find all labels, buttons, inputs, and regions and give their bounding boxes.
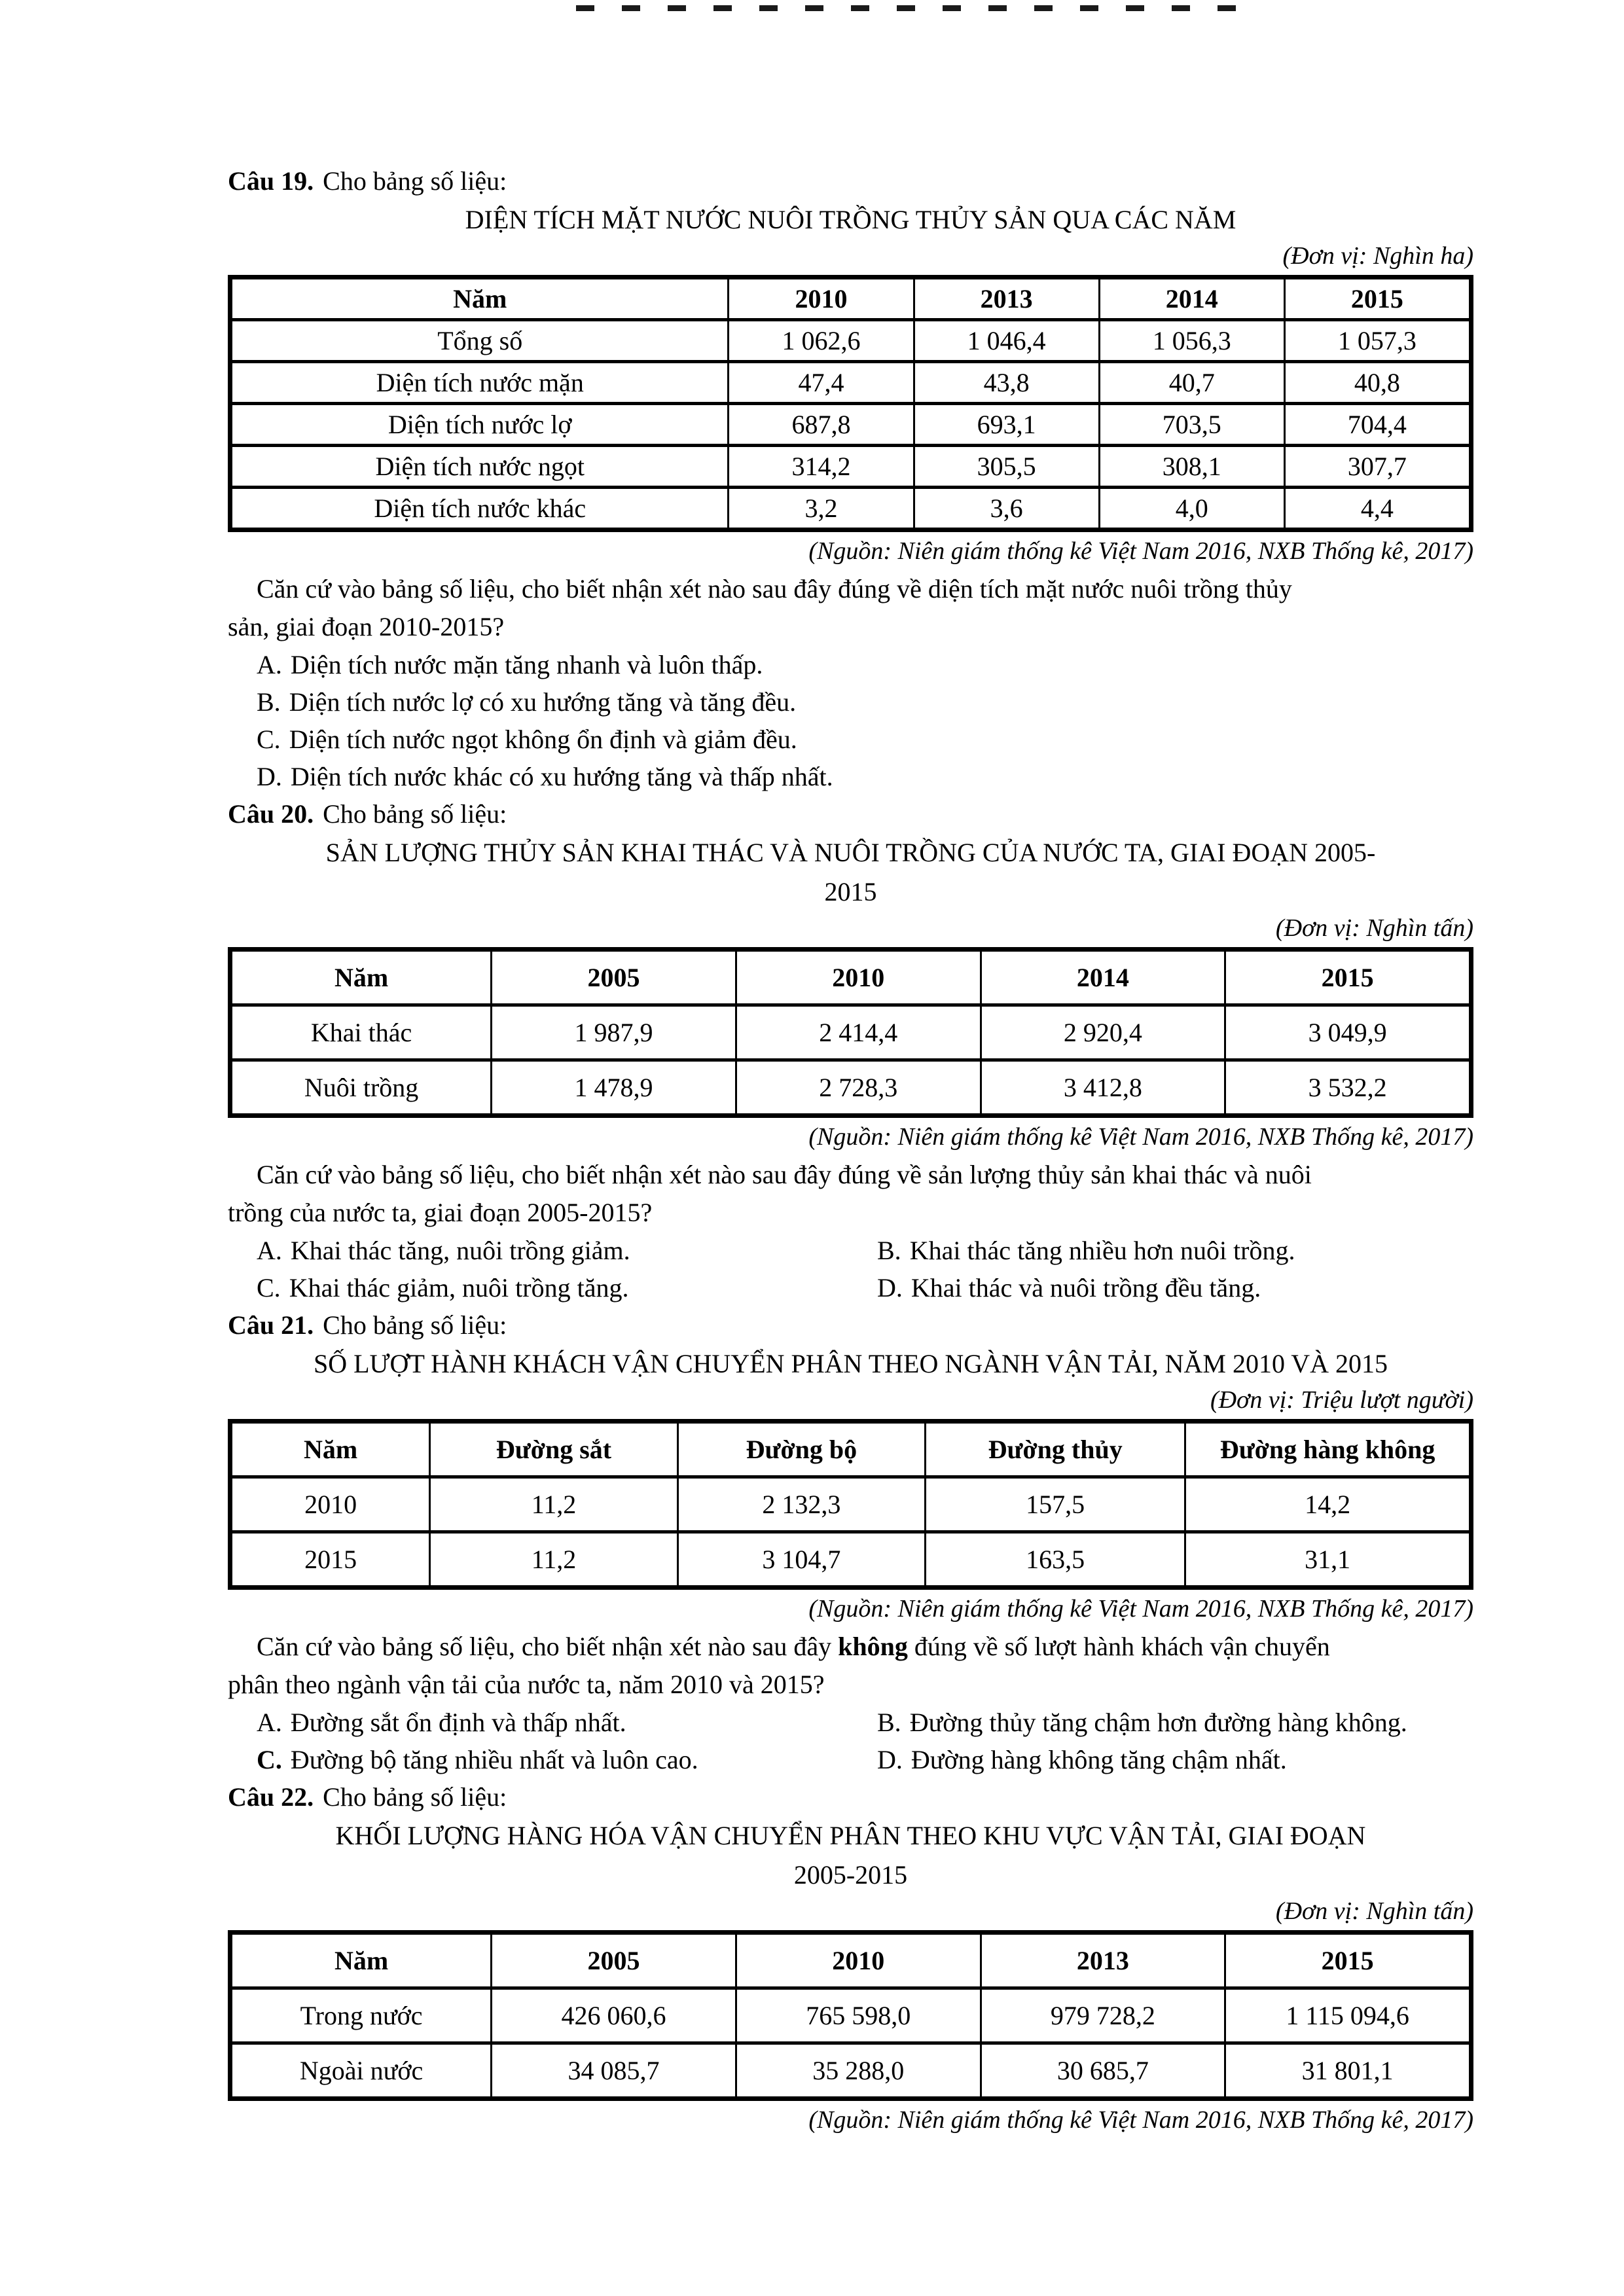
column-header: 2013 bbox=[914, 278, 1099, 320]
q20-option-c: C. Khai thác giảm, nuôi trồng tăng. bbox=[257, 1273, 629, 1302]
column-header: 2014 bbox=[1099, 278, 1284, 320]
q21-option-b: B. Đường thủy tăng chậm hơn đường hàng không. bbox=[877, 1708, 1407, 1737]
cell-value: 31 801,1 bbox=[1225, 2043, 1471, 2099]
cell-value: 704,4 bbox=[1284, 404, 1471, 446]
table-row bbox=[230, 1532, 1471, 1588]
q22-unit-note: (Đơn vị: Nghìn tấn) bbox=[1275, 1897, 1473, 1925]
cell-value: 43,8 bbox=[914, 362, 1099, 404]
cell-value: 1 478,9 bbox=[492, 1060, 736, 1116]
cell-value: 47,4 bbox=[729, 362, 914, 404]
q20-source-note: (Nguồn: Niên giám thống kê Việt Nam 2016, NXB Thống kê, 2017) bbox=[808, 1123, 1473, 1151]
question-19-number: Câu 19. bbox=[228, 166, 314, 196]
q19-question-line1: Căn cứ vào bảng số liệu, cho biết nhận xét nào sau đây đúng về diện tích mặt nước nuôi trồng thủy bbox=[257, 574, 1292, 603]
cell-value: 2 132,3 bbox=[677, 1477, 925, 1532]
q21-option-c: C. Đường bộ tăng nhiều nhất và luôn cao. bbox=[257, 1745, 698, 1774]
cell-value: 3 412,8 bbox=[981, 1060, 1225, 1116]
q21-options-row2 bbox=[228, 1741, 1473, 1778]
q20-question bbox=[228, 1156, 1473, 1232]
column-header: Năm bbox=[230, 1933, 492, 1988]
cell-value: 11,2 bbox=[430, 1532, 677, 1588]
column-header: 2015 bbox=[1225, 950, 1471, 1005]
cell-value: 163,5 bbox=[926, 1532, 1185, 1588]
cell-value: 3 104,7 bbox=[677, 1532, 925, 1588]
cell-value: 305,5 bbox=[914, 446, 1099, 488]
column-header: Đường thủy bbox=[926, 1422, 1185, 1477]
q21-option-d: D. Đường hàng không tăng chậm nhất. bbox=[877, 1745, 1287, 1774]
cell-value: 3 049,9 bbox=[1225, 1005, 1471, 1060]
column-header: 2010 bbox=[736, 950, 981, 1005]
q19-unit-note: (Đơn vị: Nghìn ha) bbox=[1282, 242, 1473, 270]
cell-value: 40,8 bbox=[1284, 362, 1471, 404]
cell-value: 14,2 bbox=[1185, 1477, 1471, 1532]
cell-value: 30 685,7 bbox=[981, 2043, 1225, 2099]
q21-question bbox=[228, 1628, 1473, 1704]
q20-options-row2 bbox=[228, 1269, 1473, 1306]
question-21-number: Câu 21. bbox=[228, 1310, 314, 1340]
cell-value: 35 288,0 bbox=[736, 2043, 981, 2099]
column-header: Đường hàng không bbox=[1185, 1422, 1471, 1477]
q19-table-title: DIỆN TÍCH MẶT NƯỚC NUÔI TRỒNG THỦY SẢN QUA CÁC NĂM bbox=[465, 205, 1236, 234]
table-row bbox=[230, 404, 1471, 446]
cell-value: 979 728,2 bbox=[981, 1988, 1225, 2043]
cell-value: 2 414,4 bbox=[736, 1005, 981, 1060]
column-header: 2014 bbox=[981, 950, 1225, 1005]
q22-table-title-line2: 2005-2015 bbox=[793, 1860, 908, 1890]
question-21-intro: Cho bảng số liệu: bbox=[323, 1310, 507, 1340]
cell-value: 307,7 bbox=[1284, 446, 1471, 488]
cell-value: 426 060,6 bbox=[492, 1988, 736, 2043]
row-label: Nuôi trồng bbox=[230, 1060, 492, 1116]
column-header: Đường bộ bbox=[677, 1422, 925, 1477]
cell-value: 314,2 bbox=[729, 446, 914, 488]
table-header-row bbox=[230, 1422, 1471, 1477]
cell-value: 1 057,3 bbox=[1284, 320, 1471, 362]
cell-value: 157,5 bbox=[926, 1477, 1185, 1532]
cell-value: 31,1 bbox=[1185, 1532, 1471, 1588]
cell-value: 3,6 bbox=[914, 488, 1099, 530]
column-header: Năm bbox=[230, 278, 729, 320]
row-label: Tổng số bbox=[230, 320, 729, 362]
cell-value: 308,1 bbox=[1099, 446, 1284, 488]
cell-value: 1 062,6 bbox=[729, 320, 914, 362]
q21-options-row1 bbox=[228, 1704, 1473, 1741]
cell-value: 40,7 bbox=[1099, 362, 1284, 404]
q19-question-line2: sản, giai đoạn 2010-2015? bbox=[228, 612, 505, 641]
q22-table-title-line1: KHỐI LƯỢNG HÀNG HÓA VẬN CHUYỂN PHÂN THEO KHU VỰC VẬN TẢI, GIAI ĐOẠN bbox=[335, 1821, 1366, 1850]
q19-option-d: D. Diện tích nước khác có xu hướng tăng và thấp nhất. bbox=[257, 762, 833, 791]
q19-data-table bbox=[228, 275, 1473, 532]
table-row bbox=[230, 1988, 1471, 2043]
row-label: Ngoài nước bbox=[230, 2043, 492, 2099]
q21-question-line2: phân theo ngành vận tải của nước ta, năm 2010 và 2015? bbox=[228, 1670, 825, 1699]
question-20-number: Câu 20. bbox=[228, 799, 314, 829]
cell-value: 703,5 bbox=[1099, 404, 1284, 446]
cell-value: 1 987,9 bbox=[492, 1005, 736, 1060]
question-20-heading bbox=[228, 795, 1473, 833]
question-21-heading bbox=[228, 1306, 1473, 1344]
question-19-heading bbox=[228, 162, 1473, 200]
q21-table-title: SỐ LƯỢT HÀNH KHÁCH VẬN CHUYỂN PHÂN THEO NGÀNH VẬN TẢI, NĂM 2010 VÀ 2015 bbox=[313, 1349, 1388, 1378]
cell-value: 3,2 bbox=[729, 488, 914, 530]
table-row bbox=[230, 1477, 1471, 1532]
table-row bbox=[230, 488, 1471, 530]
q20-table-title-line2: 2015 bbox=[824, 877, 877, 906]
column-header: Đường sắt bbox=[430, 1422, 677, 1477]
column-header: Năm bbox=[230, 1422, 430, 1477]
table-row bbox=[230, 362, 1471, 404]
column-header: 2010 bbox=[736, 1933, 981, 1988]
q20-option-d: D. Khai thác và nuôi trồng đều tăng. bbox=[877, 1273, 1261, 1302]
column-header: Năm bbox=[230, 950, 492, 1005]
row-label: Khai thác bbox=[230, 1005, 492, 1060]
q21-source-note: (Nguồn: Niên giám thống kê Việt Nam 2016, NXB Thống kê, 2017) bbox=[808, 1595, 1473, 1623]
column-header: 2010 bbox=[729, 278, 914, 320]
q22-data-table bbox=[228, 1930, 1473, 2101]
cell-value: 1 056,3 bbox=[1099, 320, 1284, 362]
q19-source-note: (Nguồn: Niên giám thống kê Việt Nam 2016, NXB Thống kê, 2017) bbox=[808, 537, 1473, 565]
q20-option-b: B. Khai thác tăng nhiều hơn nuôi trồng. bbox=[877, 1236, 1295, 1265]
q20-question-line2: trồng của nước ta, giai đoạn 2005-2015? bbox=[228, 1198, 653, 1227]
q19-option-a: A. Diện tích nước mặn tăng nhanh và luôn thấp. bbox=[257, 650, 763, 679]
question-20-intro: Cho bảng số liệu: bbox=[323, 799, 507, 829]
cell-value: 4,0 bbox=[1099, 488, 1284, 530]
q21-unit-note: (Đơn vị: Triệu lượt người) bbox=[1210, 1386, 1473, 1414]
exam-page bbox=[228, 0, 1473, 2138]
question-22-number: Câu 22. bbox=[228, 1782, 314, 1812]
row-label: 2015 bbox=[230, 1532, 430, 1588]
cell-value: 4,4 bbox=[1284, 488, 1471, 530]
row-label: Diện tích nước lợ bbox=[230, 404, 729, 446]
column-header: 2015 bbox=[1225, 1933, 1471, 1988]
q21-data-table bbox=[228, 1419, 1473, 1590]
question-19-intro: Cho bảng số liệu: bbox=[323, 166, 507, 196]
cell-value: 1 046,4 bbox=[914, 320, 1099, 362]
column-header: 2013 bbox=[981, 1933, 1225, 1988]
column-header: 2015 bbox=[1284, 278, 1471, 320]
q20-options-row1 bbox=[228, 1232, 1473, 1269]
q20-table-title-line1: SẢN LƯỢNG THỦY SẢN KHAI THÁC VÀ NUÔI TRỒNG CỦA NƯỚC TA, GIAI ĐOẠN 2005- bbox=[325, 838, 1376, 867]
cell-value: 1 115 094,6 bbox=[1225, 1988, 1471, 2043]
q22-source-note: (Nguồn: Niên giám thống kê Việt Nam 2016, NXB Thống kê, 2017) bbox=[808, 2106, 1473, 2134]
column-header: 2005 bbox=[492, 950, 736, 1005]
question-22-heading bbox=[228, 1778, 1473, 1816]
cell-value: 693,1 bbox=[914, 404, 1099, 446]
cell-value: 2 920,4 bbox=[981, 1005, 1225, 1060]
q21-question-line1: Căn cứ vào bảng số liệu, cho biết nhận xét nào sau đây không đúng về số lượt hành khách vận chuyển bbox=[257, 1632, 1330, 1661]
column-header: 2005 bbox=[492, 1933, 736, 1988]
q19-option-c: C. Diện tích nước ngọt không ổn định và giảm đều. bbox=[257, 725, 797, 754]
row-label: 2010 bbox=[230, 1477, 430, 1532]
table-row bbox=[230, 1005, 1471, 1060]
q19-option-b: B. Diện tích nước lợ có xu hướng tăng và tăng đều. bbox=[257, 687, 797, 717]
table-row bbox=[230, 1060, 1471, 1116]
q20-unit-note: (Đơn vị: Nghìn tấn) bbox=[1275, 914, 1473, 942]
table-header-row bbox=[230, 1933, 1471, 1988]
q20-option-a: A. Khai thác tăng, nuôi trồng giảm. bbox=[257, 1236, 630, 1265]
row-label: Diện tích nước mặn bbox=[230, 362, 729, 404]
table-row bbox=[230, 2043, 1471, 2099]
cell-value: 11,2 bbox=[430, 1477, 677, 1532]
table-row bbox=[230, 320, 1471, 362]
table-header-row bbox=[230, 278, 1471, 320]
question-22-intro: Cho bảng số liệu: bbox=[323, 1782, 507, 1812]
cell-value: 3 532,2 bbox=[1225, 1060, 1471, 1116]
q20-question-line1: Căn cứ vào bảng số liệu, cho biết nhận xét nào sau đây đúng về sản lượng thủy sản khai thác và nuôi bbox=[257, 1160, 1312, 1189]
q21-option-a: A. Đường sắt ổn định và thấp nhất. bbox=[257, 1708, 626, 1737]
q20-data-table bbox=[228, 947, 1473, 1118]
q21-not-emphasis: không bbox=[838, 1632, 908, 1661]
cell-value: 34 085,7 bbox=[492, 2043, 736, 2099]
q19-question bbox=[228, 570, 1473, 646]
row-label: Diện tích nước khác bbox=[230, 488, 729, 530]
cell-value: 765 598,0 bbox=[736, 1988, 981, 2043]
row-label: Diện tích nước ngọt bbox=[230, 446, 729, 488]
table-row bbox=[230, 446, 1471, 488]
cell-value: 687,8 bbox=[729, 404, 914, 446]
cell-value: 2 728,3 bbox=[736, 1060, 981, 1116]
table-header-row bbox=[230, 950, 1471, 1005]
row-label: Trong nước bbox=[230, 1988, 492, 2043]
